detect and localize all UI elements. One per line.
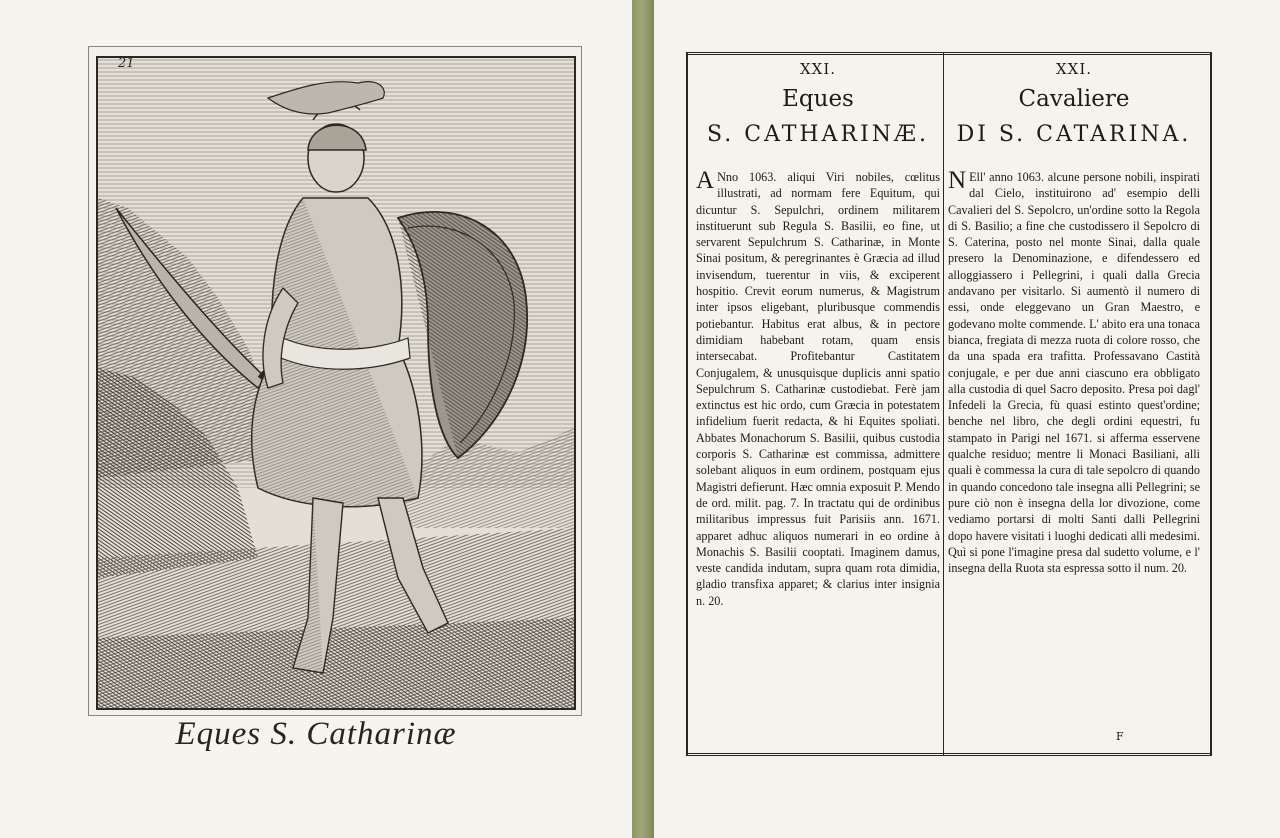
engraving-plate [88, 46, 582, 716]
right-page [654, 0, 1280, 838]
frame-rule-left [686, 52, 688, 756]
frame-rule-right [1210, 52, 1212, 756]
plate-caption: Eques S. Catharinæ [175, 716, 457, 752]
italian-body [948, 169, 1200, 576]
italian-numeral: XXI. [1055, 60, 1093, 78]
column-divider [943, 52, 944, 756]
engraving-illustration [96, 56, 576, 710]
book-binding-strip [632, 0, 654, 838]
latin-title-line1: Eques [782, 86, 854, 112]
italian-column [948, 58, 1200, 738]
latin-body [696, 169, 940, 609]
latin-text: Nno 1063. aliqui Viri nobiles, cœlitus illustrati, ad normam fere Equitum, qui dicuntur S. Sepulchri, ordinem militarem instituerunt sub Regula S. Basilii, eo fine, ut servarent Sepulchrum S. Catharinæ, in Monte Sinai positum, & peregrinantes è Græcia ad illud invisendum, tuerentur in viis, & exciperent hospitio. Crevit eorum numerus, & Magistrum inter ipsos eligebant, pluribusque commendis potiebantur. Habitus erat albus, & in pectore dimidiam habebant rotam, quam ensis intersecabat. Profitebantur Castitatem Conjugalem, & unusquisque duplicis anni spatio Sepulchrum S. Catharinæ custodiebat. Ferè jam extinctus est hic ordo, cum Græcia in potestatem infidelium fuerit redacta, & hi Equites spoliati. Abbates Monachorum S. Basilii, quibus custodia corporis S. Catharinæ est commissa, admittere solebant aliquos in eum ordinem, postquam ejus Magistri defierunt. Hæc omnia exposuit P. Mendo de ord. milit. pag. 7. In tractatu qui de ordinibus militaribus impressus fuit Parisiis ann. 1671. apparet adhuc aliquos numerari in eo ordine à Monachis S. Basilii cooptati. Imaginem damus, veste candida indutam, supra quam rota dimidia, gladio transfixa apparet; & clarius inter insignia n. 20. [696, 170, 940, 608]
latin-numeral: XXI. [799, 60, 837, 78]
signature-mark: F [1116, 730, 1124, 743]
italian-text: Ell' anno 1063. alcune persone nobili, inspirati dal Cielo, instituirono ad' esempio delli Cavalieri del S. Sepolcro, un'ordine sotto la Regola di S. Basilio; a fine che custodissero il Sepolcro di S. Caterina, posto nel monte Sinai, dalla quale presero la Denominazione, e difendessero ed alloggiassero i Pellegrini, i quali dalla Grecia andavano per visitarlo. Si aumentò il numero di essi, onde eleggevano un Gran Maestro, e godevano molte commende. L' abito era una tonaca bianca, fregiata di mezza ruota di colore rosso, che da una spada era trafitta. Professavano Castità conjugale, e per due anni ciascuno era obbligato alla custodia di quel Sacro deposito. Presa poi dagl' Infedeli la Grecia, fù quasi estinto quest'ordine; benche nel libro, che degli ordini equestri, fu stampato in Parigi nel 1671. si afferma esservene qualche residuo; mentre li Monaci Basiliani, alli quali è commessa la cura di tale sepolcro di quando in quando concedono tale insegna alli Pellegrini; se pure ciò non è insegna della lor divozione, come vediamo portarsi di molti Santi dalli Pellegrini dopo havere visitati i luoghi dedicati alli medesimi. Quì si pone l'imagine presa dal sudetto volume, e l' insegna della Ruota sta espressa sotto il num. 20. [948, 170, 1200, 576]
italian-title-line2: DI S. CATARINA. [956, 122, 1192, 147]
italian-dropcap: N [948, 167, 967, 194]
left-page [0, 0, 632, 838]
knight-engraving [98, 58, 574, 708]
plate-number: 21 [118, 56, 135, 71]
latin-title-line2: S. CATHARINÆ. [706, 122, 930, 147]
latin-column [696, 58, 940, 738]
italian-title-line1: Cavaliere [1018, 86, 1130, 112]
latin-dropcap: A [696, 167, 715, 194]
